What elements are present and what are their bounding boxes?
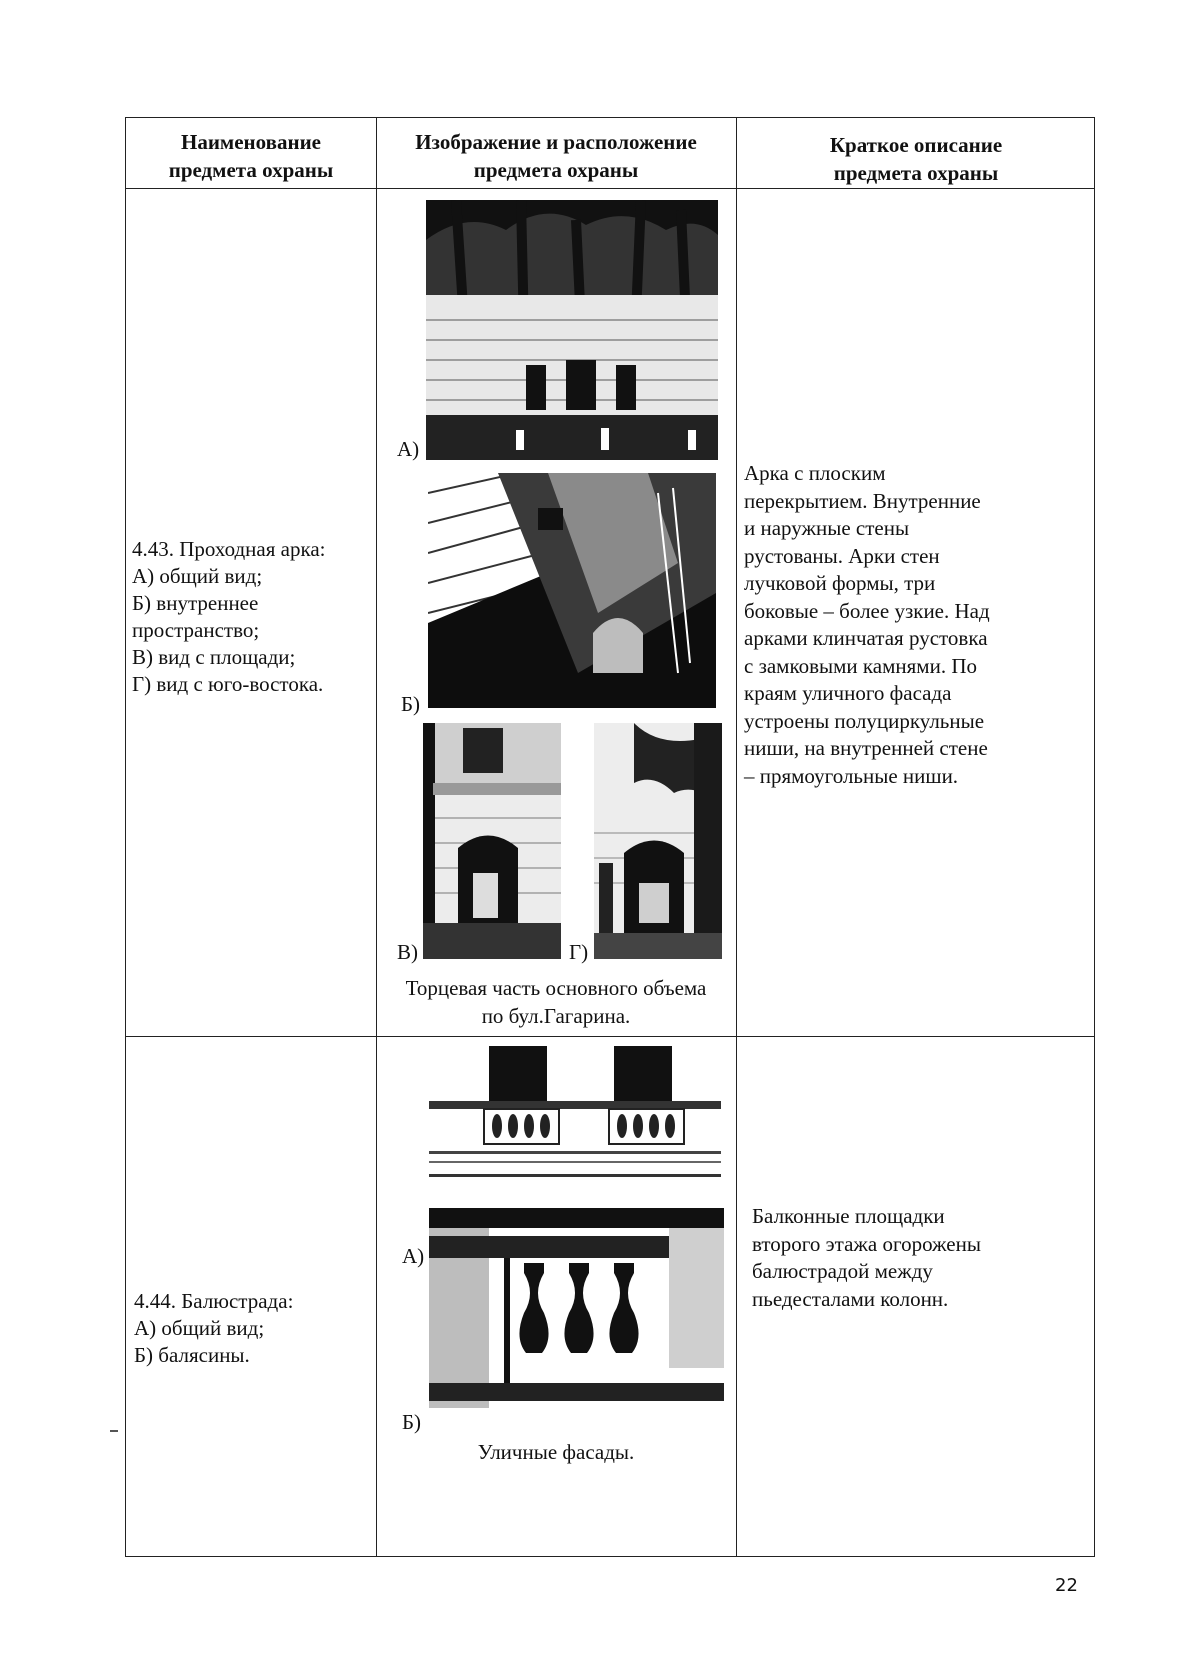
description-line: – прямоугольные ниши. (744, 763, 959, 788)
description-line: боковые – более узкие. Над (744, 598, 990, 623)
row-divider (126, 188, 1094, 189)
header-col-description (736, 131, 1096, 187)
column-divider (376, 118, 377, 1556)
name-line: А) общий вид; (134, 1316, 265, 1340)
header-col-name (126, 128, 376, 184)
description-line: балюстрадой между (752, 1259, 933, 1283)
description-line: и наружные стены (744, 516, 910, 540)
description-line: перекрытием. Внутренние (744, 488, 981, 513)
row-4-44-name (134, 1288, 293, 1369)
protection-table (125, 117, 1095, 1557)
description-line: рустованы. Арки стен (744, 543, 940, 568)
name-line: Б) балясины. (134, 1343, 250, 1367)
header-col-image (376, 128, 736, 184)
description-line: пьедесталами колонн. (752, 1286, 949, 1311)
description-line: Балконные площадки (752, 1204, 945, 1228)
photo-label-a: А) (397, 437, 420, 461)
row-4-44-description (752, 1203, 981, 1313)
balusters-photo (429, 1208, 724, 1408)
row-divider (126, 1036, 1094, 1037)
description-line: Арка с плоским (744, 461, 886, 485)
name-line: А) общий вид; (132, 564, 263, 588)
name-line: 4.43. Проходная арка: (132, 537, 326, 561)
header-text: Изображение и расположение (415, 130, 697, 154)
row-4-43-name (132, 536, 326, 698)
header-text: предмета охраны (833, 161, 999, 185)
name-line: В) вид с площади; (132, 645, 296, 669)
arch-interior-photo (428, 473, 716, 708)
name-line: Б) внутреннее (132, 591, 259, 615)
arch-square-view-photo (423, 723, 561, 959)
arch-general-view-photo (426, 200, 718, 460)
name-line: 4.44. Балюстрада: (134, 1289, 294, 1313)
name-line: Г) вид с юго-востока. (132, 672, 324, 696)
row-4-44-caption (376, 1438, 736, 1466)
caption-line: по бул.Гагарина. (481, 1004, 631, 1028)
description-line: арками клинчатая рустовка (744, 626, 988, 650)
photo-label-a: А) (402, 1244, 425, 1268)
description-line: ниши, на внутренней стене (744, 736, 988, 760)
header-text: предмета охраны (473, 158, 639, 182)
description-line: второго этажа огорожены (752, 1231, 981, 1256)
description-line: краям уличного фасада (744, 681, 952, 705)
description-line: устроены полуциркульные (744, 708, 985, 733)
column-divider (736, 118, 737, 1556)
page-number: 22 (1055, 1575, 1078, 1596)
balustrade-general-view-photo (429, 1046, 721, 1181)
arch-southeast-view-photo (594, 723, 722, 959)
photo-label-b: Б) (401, 692, 421, 716)
description-line: с замковыми камнями. По (744, 653, 977, 678)
photo-label-v: В) (397, 940, 418, 964)
header-text: Краткое описание (829, 133, 1003, 157)
scan-mark (110, 1430, 118, 1432)
row-4-43-description (744, 460, 990, 790)
row-4-43-caption (376, 974, 736, 1030)
caption-line: Торцевая часть основного объема (405, 976, 707, 1000)
description-line: лучковой формы, три (744, 571, 936, 595)
photo-label-g: Г) (569, 940, 589, 964)
name-line: пространство; (132, 618, 260, 642)
header-text: Наименование (181, 130, 321, 154)
caption-line: Уличные фасады. (477, 1440, 635, 1464)
header-text: предмета охраны (168, 158, 334, 182)
photo-label-b: Б) (402, 1410, 422, 1434)
